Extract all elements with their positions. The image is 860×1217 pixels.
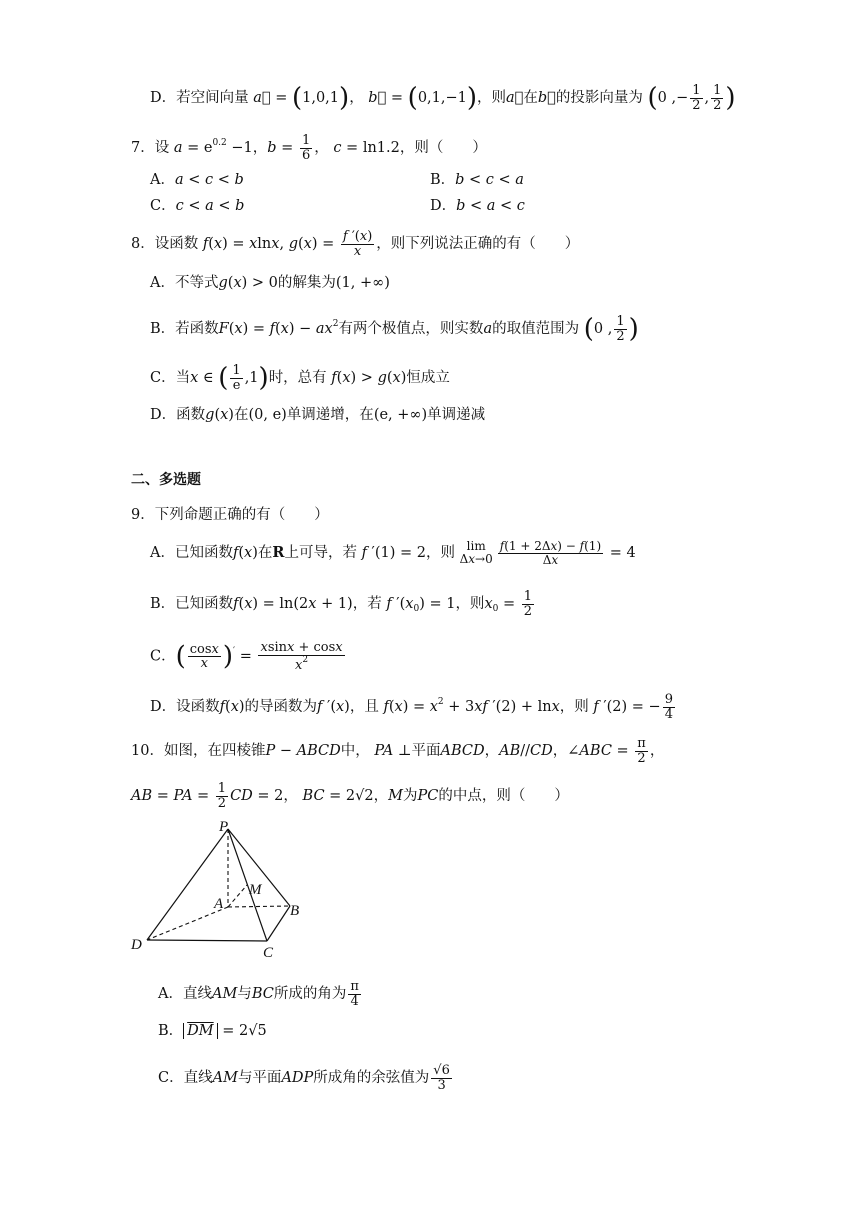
q7-option-a: A．a < c < b: [150, 172, 244, 188]
q7-option-b: B．b < c < a: [430, 172, 524, 188]
q8-option-b: B．若函数$F(x) = f(x) - ax^2$有两个极值点，则实数a的取值范围为 (0 , $\frac{1}{2}$ ): [150, 313, 639, 344]
label-m: M: [249, 882, 262, 898]
q9-option-a: A．已知函数f(x)在R上可导，若 f ′(1) = 2，则 lim Δx→0 $\frac{f(1 + 2\Delta x) - f(1)}{\Delta x}$ = 4: [150, 539, 636, 567]
q6-optd-suffix: 的投影向量为: [555, 90, 643, 107]
label-b: B: [290, 903, 300, 919]
q7-stem-suffix: ，则（ ）: [399, 140, 487, 156]
q9-option-d: D．设函数f(x)的导函数为f ′(x)，且 $f(x) = x^2 + 3xf$ ′(2) + lnx，则 f ′(2) = − $\frac{9}{4}$: [150, 691, 673, 722]
q10-stem-line2: AB = PA = $\frac{1}{2}$ CD = 2， BC = 2√2，M为PC的中点，则（ ）: [131, 781, 569, 811]
segment-am: [228, 885, 247, 907]
edge-ab: [228, 906, 290, 907]
q10-option-b: B． $\overline{DM} = 2√5$: [158, 1023, 267, 1039]
q10-stem-line1: 10．如图，在四棱锥P − ABCD中， PA ⊥平面ABCD，AB//CD，∠ABC = $\frac{\pi}{2}$ ，: [131, 736, 665, 766]
q9-option-b: B．已知函数f(x) = ln(2x + 1)，若 f $'(x_0) = 1$，则$x_0$ = $\frac{1}{2}$: [150, 589, 533, 619]
q7-option-d: D．b < a < c: [430, 198, 525, 214]
label-c: C: [263, 945, 274, 960]
edge-cb: [267, 906, 290, 941]
q10-option-c: C．直线AM与平面ADP所成角的余弦值为 $\frac{√6}{3}$: [158, 1063, 450, 1093]
q6-optd-mid: ，则: [477, 90, 507, 107]
q7-option-c: C．c < a < b: [150, 198, 245, 214]
label-a: A: [214, 896, 224, 912]
edge-dc: [147, 940, 267, 941]
label-d: D: [131, 937, 142, 953]
q7-stem-prefix: 7．设: [131, 140, 170, 156]
q6-optd-prefix: D．若空间向量: [150, 90, 249, 107]
label-p: P: [219, 819, 229, 835]
q8-option-c: C．当x ∈ ( $\frac{1}{e}$ ,1)时，总有 f(x) > g(x)恒成立: [150, 363, 450, 394]
q6-option-d: D．若空间向量 a⃗ = (1,0,1)， b⃗ = (0,1,−1)，则a⃗在b⃗的投影向量为 (0 ,− $\frac{1}{2}$ , $\frac{1}{2}$ ): [150, 83, 736, 114]
q9-option-c: C．( $\frac{\cos x}{x}$ )′ = $\frac{xsinx + \cos x}{x^2}$: [150, 640, 343, 673]
pyramid-figure: [125, 815, 325, 960]
q7-stem: 7．设 $a = e^{0.2} -1$，b = $\frac{1}{6}$ ， c = ln1.2，则（ ）: [131, 132, 487, 163]
q8-stem: 8．设函数 f(x) = xlnx, g(x) = $\frac{f '(x)}{x}$ ，则下列说法正确的有（ ）: [131, 229, 580, 259]
q9-stem: 9．下列命题正确的有（ ）: [131, 507, 329, 523]
q8-option-a: A．不等式g(x) > 0的解集为(1, +∞): [150, 275, 390, 291]
q10-option-a: A．直线AM与BC所成的角为 $\frac{\pi}{4}$: [158, 979, 359, 1009]
q8-option-d: D．函数g(x)在(0, e)单调递增，在(e, +∞)单调递减: [150, 407, 486, 423]
section-title: 二、多选题: [131, 472, 201, 488]
